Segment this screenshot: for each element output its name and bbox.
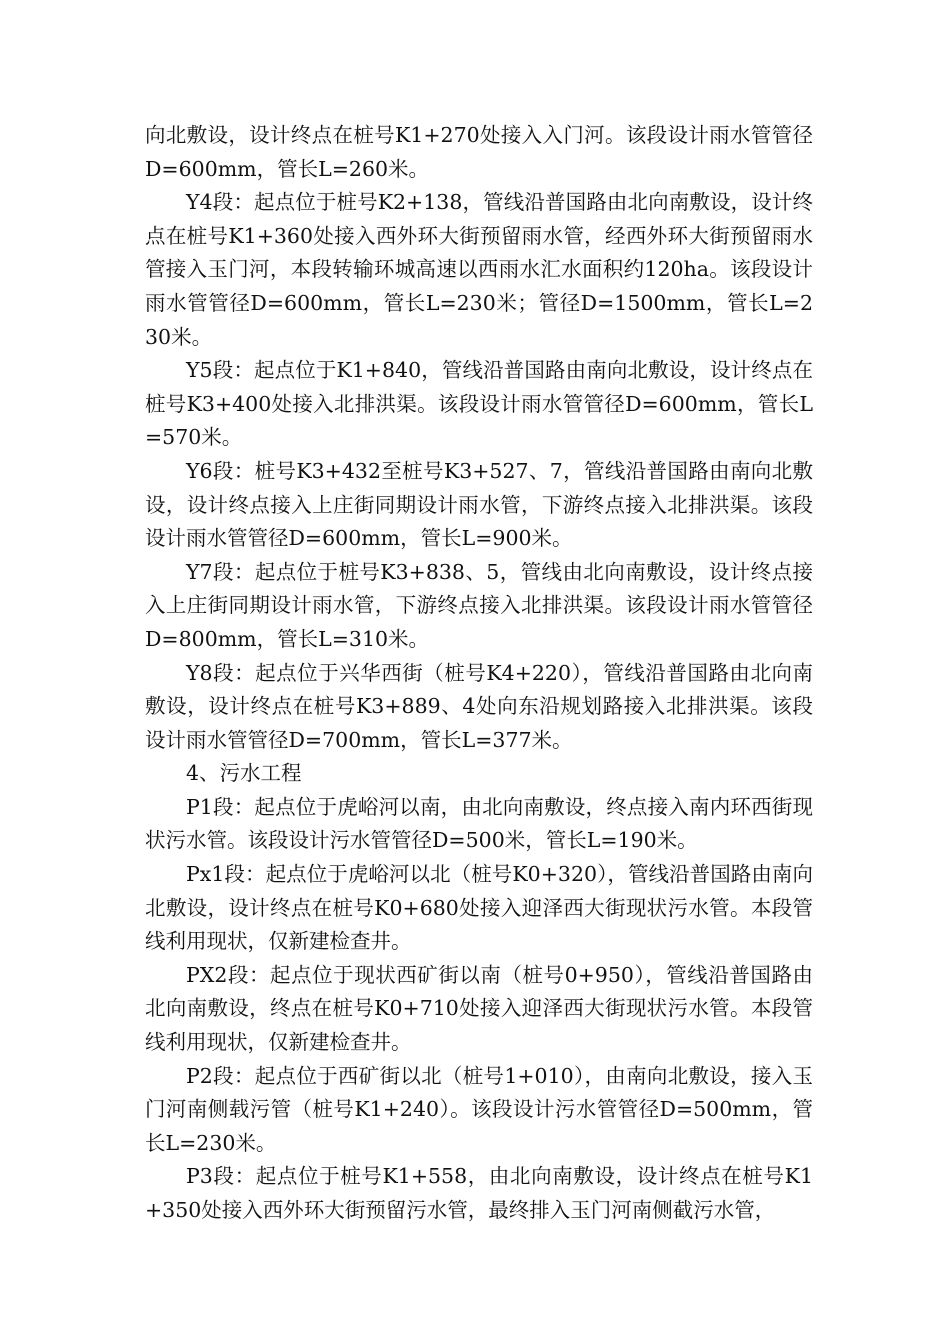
paragraph-y5: Y5段：起点位于K1+840，管线沿普国路由南向北敷设，设计终点在桩号K3+400处接入北排洪渠。该段设计雨水管管径D=600mm，管长L=570米。 [145, 358, 813, 450]
paragraph-y7: Y7段：起点位于桩号K3+838、5，管线由北向南敷设，设计终点接入上庄街同期设计雨水管，下游终点接入北排洪渠。该段设计雨水管管径D=800mm，管长L=310米。 [145, 559, 813, 651]
paragraph-px2: PX2段：起点位于现状西矿街以南（桩号0+950），管线沿普国路由北向南敷设，终点在桩号K0+710处接入迎泽西大街现状污水管。本段管线利用现状，仅新建检查井。 [145, 962, 813, 1055]
document-body [145, 119, 813, 1228]
paragraph-p1: P1段：起点位于虎峪河以南，由北向南敷设，终点接入南内环西街现状污水管。该段设计污水管管径D=500米，管长L=190米。 [145, 794, 813, 853]
section-heading-sewage: 4、污水工程 [186, 761, 302, 786]
paragraph-y8: Y8段：起点位于兴华西街（桩号K4+220），管线沿普国路由北向南敷设，设计终点在桩号K3+889、4处向东沿规划路接入北排洪渠。该段设计雨水管管径D=700mm，管长L=377米。 [145, 660, 813, 752]
paragraph-p3: P3段：起点位于桩号K1+558，由北向南敷设，设计终点在桩号K1+350处接入西外环大街预留污水管，最终排入玉门河南侧截污水管， [145, 1164, 813, 1222]
paragraph-p2: P2段：起点位于西矿街以北（桩号1+010），由南向北敷设，接入玉门河南侧载污管（桩号K1+240）。该段设计污水管管径D=500mm，管长L=230米。 [145, 1063, 813, 1155]
paragraph-y6: Y6段：桩号K3+432至桩号K3+527、7，管线沿普国路由南向北敷设，设计终点接入上庄街同期设计雨水管，下游终点接入北排洪渠。该段设计雨水管管径D=600mm，管长L=900米。 [145, 458, 813, 551]
paragraph-y4: Y4段：起点位于桩号K2+138，管线沿普国路由北向南敷设，设计终点在桩号K1+360处接入西外环大街预留雨水管，经西外环大街预留雨水管接入玉门河，本段转输环城高速以西雨水汇水面积约120ha。该段设计雨水管管径D=600mm，管长L=230米；管径D=1500mm，管长L=230米。 [145, 190, 813, 349]
paragraph-y3-continued: 向北敷设，设计终点在桩号K1+270处接入入门河。该段设计雨水管管径D=600mm，管长L=260米。 [145, 123, 813, 181]
paragraph-px1: Px1段：起点位于虎峪河以北（桩号K0+320），管线沿普国路由南向北敷设，设计终点在桩号K0+680处接入迎泽西大街现状污水管。本段管线利用现状，仅新建检查井。 [145, 862, 813, 954]
